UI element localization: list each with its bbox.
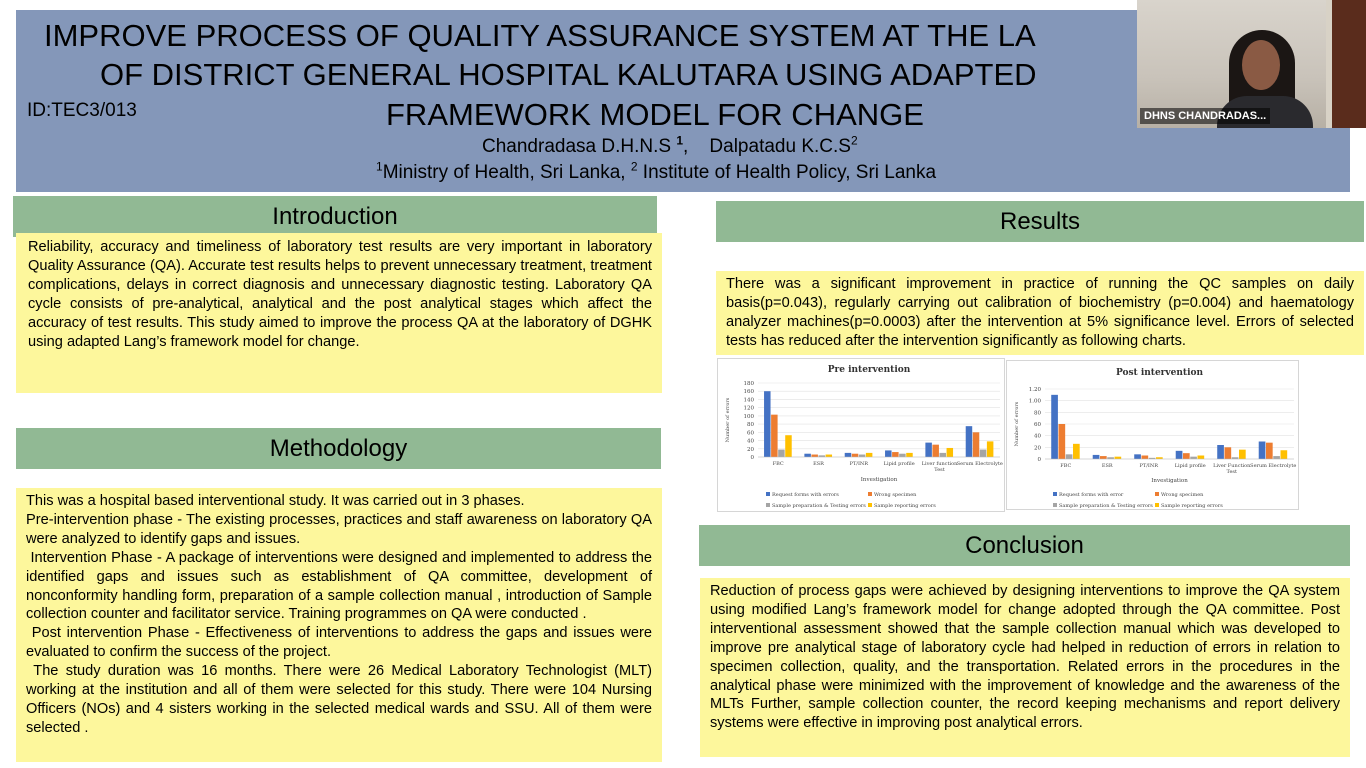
x-tick-label: ESR xyxy=(813,461,824,467)
legend-label: Wrong specimen xyxy=(1161,492,1204,498)
y-tick-label: 160 xyxy=(743,389,754,396)
chart-bar xyxy=(852,454,858,457)
y-tick-label: 1.00 xyxy=(1028,398,1041,405)
methodology-para-1: This was a hospital based interventional study. It was carried out in 3 phases. xyxy=(26,493,525,509)
legend-swatch xyxy=(868,492,872,496)
pre-intervention-chart-svg xyxy=(718,359,1006,513)
x-tick-label: Test xyxy=(1226,469,1237,475)
legend-swatch xyxy=(868,503,872,507)
legend-label: Sample reporting errors xyxy=(874,503,936,509)
pre-intervention-chart xyxy=(717,358,1005,512)
chart-bar xyxy=(1183,453,1190,459)
results-heading-text: Results xyxy=(999,208,1081,235)
chart-bar xyxy=(1100,456,1107,459)
chart-bar xyxy=(1239,450,1246,459)
chart-title: Pre intervention xyxy=(827,365,911,375)
chart-bar xyxy=(1115,457,1122,459)
x-tick-label: FBC xyxy=(1060,463,1072,469)
x-tick-label: ESR xyxy=(1101,463,1113,469)
chart-bar xyxy=(966,426,972,457)
x-tick-label: Liver function xyxy=(921,461,958,467)
author-1: Chandradasa D.H.N.S xyxy=(482,136,672,157)
chart-bar xyxy=(1066,454,1073,459)
introduction-heading xyxy=(13,196,657,237)
chart-bar xyxy=(947,448,953,457)
x-tick-label: Lipid profile xyxy=(883,461,915,467)
x-tick-label: Serum Electrolyte xyxy=(1250,463,1297,469)
participant-name-label: DHNS CHANDRADAS... xyxy=(1140,108,1270,124)
y-tick-label: 0 xyxy=(1037,457,1041,463)
chart-bar xyxy=(973,432,979,457)
chart-bar xyxy=(1058,424,1065,459)
chart-bar xyxy=(1176,451,1183,459)
webcam-video-tile[interactable] xyxy=(1137,0,1366,128)
legend-label: Request forms with errors xyxy=(772,492,839,498)
post-intervention-chart xyxy=(1006,360,1299,510)
conclusion-heading-text: Conclusion xyxy=(965,532,1084,559)
affiliations xyxy=(376,159,937,184)
chart-bar xyxy=(785,435,791,457)
chart-bar xyxy=(764,391,770,457)
conclusion-heading xyxy=(699,525,1350,566)
affil-2-sup: 2 xyxy=(630,159,638,174)
chart-bar xyxy=(1281,450,1288,459)
results-text: There was a significant improvement in practice of running the QC samples on daily basis(p=0.043), regularly carrying out calibration of biochemistry (p=0.004) and haematology analyzer machines(p=0.0003) after the intervention at 5% significance level. Errors of selected tests has reduced after the intervention significantly as following charts. xyxy=(726,276,1354,349)
chart-bar xyxy=(932,445,938,457)
introduction-body xyxy=(16,233,662,393)
x-tick-label: Serum Electrolyte xyxy=(956,461,1003,467)
chart-bar xyxy=(987,441,993,457)
x-tick-label: FBC xyxy=(772,461,784,467)
legend-swatch xyxy=(1053,492,1057,496)
y-tick-label: 0 xyxy=(750,455,754,461)
poster-title-line-2: OF DISTRICT GENERAL HOSPITAL KALUTARA USING ADAPTED xyxy=(100,57,1037,92)
methodology-heading-text: Methodology xyxy=(269,435,408,462)
author-2-sup: 2 xyxy=(850,133,858,148)
y-tick-label: 80 xyxy=(747,422,754,429)
introduction-text: Reliability, accuracy and timeliness of laboratory test results are very important in laboratory Quality Assurance (QA). Accurate test results helps to prevent unnecessary treatment, treatment complications, delays in correct diagnosis and unnecessary diagnostic testing. Laboratory QA cycle consists of pre-analytical, analytical and the post analytical stages which affect the accuracy of test results. This study aimed to improve the process QA at the laboratory of DGHK using adapted Lang’s framework model for change. xyxy=(28,239,652,350)
post-intervention-chart-svg xyxy=(1007,361,1300,511)
chart-bar xyxy=(1198,456,1205,460)
x-tick-label: Test xyxy=(934,467,945,473)
legend-swatch xyxy=(766,492,770,496)
methodology-heading xyxy=(16,428,661,469)
y-tick-label: 40 xyxy=(747,438,754,445)
y-tick-label: 80 xyxy=(1034,410,1041,417)
x-tick-label: Liver Function xyxy=(1213,463,1251,469)
chart-bar xyxy=(906,453,912,457)
chart-bar xyxy=(1273,456,1280,459)
chart-bar xyxy=(826,455,832,457)
legend-swatch xyxy=(1053,503,1057,507)
chart-bar xyxy=(925,443,931,457)
chart-bar xyxy=(1051,395,1058,459)
y-tick-label: 20 xyxy=(1034,445,1041,452)
y-tick-label: 100 xyxy=(743,413,754,420)
legend-label: Request forms with error xyxy=(1059,492,1124,498)
chart-bar xyxy=(771,415,777,457)
y-tick-label: 180 xyxy=(743,381,754,387)
chart-bar xyxy=(1217,445,1224,459)
x-tick-label: PT/INR xyxy=(1139,463,1158,469)
x-axis-label: Investigation xyxy=(860,477,898,483)
chart-bar xyxy=(899,454,905,457)
legend-swatch xyxy=(766,503,770,507)
y-tick-label: 60 xyxy=(747,430,754,437)
y-tick-label: 20 xyxy=(747,446,754,453)
results-body xyxy=(716,271,1364,355)
chart-bar xyxy=(845,453,851,457)
methodology-para-2: Pre-intervention phase - The existing processes, practices and staff awareness on laboratory QA were analyzed to identify gaps and issues. xyxy=(26,511,652,547)
conclusion-text: Reduction of process gaps were achieved by designing interventions to improve the QA system using modified Lang’s framework model for change adopted through the QA committee. Post interventional assessment showed that the sample collection manual which was developed to improve pre analytical stage of laboratory cycle had helped in reduction of errors in relation to specimen collection, quality, and the transportation. Related errors in the procedures in the analytical phase were minimized with the improvement of knowledge and the awareness of the MLTs Further, sample collection counter, the record keeping mechanisms and report delivery systems were effective in improving post analytical errors. xyxy=(710,583,1340,732)
legend-swatch xyxy=(1155,492,1159,496)
chart-bar xyxy=(1190,457,1197,459)
poster-title-line-3: FRAMEWORK MODEL FOR CHANGE xyxy=(386,97,924,132)
methodology-para-4: Post intervention Phase - Effectiveness of interventions to address the gaps and issues were evaluated to confirm the success of the project. xyxy=(26,625,657,661)
legend-label: Wrong specimen xyxy=(874,492,917,498)
poster-id: ID:TEC3/013 xyxy=(27,100,137,121)
chart-bar xyxy=(1259,442,1266,460)
y-tick-label: 120 xyxy=(743,405,754,412)
chart-bar xyxy=(1224,447,1231,459)
y-tick-label: 140 xyxy=(743,397,754,404)
affil-1: Ministry of Health, Sri Lanka, xyxy=(382,162,631,183)
affil-2: Institute of Health Policy, Sri Lanka xyxy=(637,162,937,183)
y-axis-label: Number of errors xyxy=(725,397,731,443)
chart-title: Post intervention xyxy=(1115,368,1204,378)
participant-face xyxy=(1242,40,1280,90)
chart-bar xyxy=(778,450,784,457)
chart-bar xyxy=(804,454,810,457)
x-axis-label: Investigation xyxy=(1151,478,1188,484)
chart-bar xyxy=(885,450,891,457)
chart-bar xyxy=(892,452,898,457)
poster-title-line-1: IMPROVE PROCESS OF QUALITY ASSURANCE SYSTEM AT THE LA xyxy=(44,18,1036,53)
y-tick-label: 1.20 xyxy=(1028,387,1041,393)
chart-bar xyxy=(859,455,865,457)
authors xyxy=(482,133,858,158)
chart-bar xyxy=(866,453,872,457)
methodology-para-5: The study duration was 16 months. There were 26 Medical Laboratory Technologist (MLT) working at the institution and all of them were selected for this study. There were 104 Nursing Officers (NOs) and 4 sisters working in the selected medical wards and SSU. All of them were selected . xyxy=(26,663,657,736)
methodology-para-3: Intervention Phase - A package of interventions were designed and implemented to address the identified gaps and issues such as establishment of QA committee, development of nonconformity handling form, preparation of a sample collection manual , introduction of Sample collection counter and facilitator service. Training programmes on QA were conducted . xyxy=(26,549,657,623)
y-axis-label: Number of errors xyxy=(1014,401,1020,447)
chart-bar xyxy=(1093,455,1100,459)
methodology-body xyxy=(16,488,662,762)
legend-label: Sample reporting errors xyxy=(1161,503,1223,509)
author-separator: , xyxy=(683,136,705,157)
chart-bar xyxy=(811,455,817,457)
x-tick-label: Lipid profile xyxy=(1174,463,1206,469)
author-1-sup: 1 xyxy=(676,133,684,148)
affil-1-sup: 1 xyxy=(376,159,383,174)
chart-bar xyxy=(980,450,986,457)
author-2: Dalpatadu K.C.S xyxy=(709,136,851,157)
results-heading xyxy=(716,201,1364,242)
chart-bar xyxy=(1141,456,1148,460)
legend-swatch xyxy=(1155,503,1159,507)
chart-bar xyxy=(1073,444,1080,459)
x-tick-label: PT/INR xyxy=(849,461,869,467)
chart-bar xyxy=(1266,443,1273,459)
legend-label: Sample preparation & Testing errors xyxy=(772,503,866,509)
legend-label: Sample preparation & Testing errors xyxy=(1059,503,1153,509)
y-tick-label: 40 xyxy=(1034,433,1041,440)
webcam-background-door xyxy=(1332,0,1366,128)
chart-bar xyxy=(1134,454,1141,459)
introduction-heading-text: Introduction xyxy=(272,203,398,230)
conclusion-body xyxy=(700,578,1350,757)
y-tick-label: 60 xyxy=(1034,422,1041,428)
chart-bar xyxy=(940,453,946,457)
